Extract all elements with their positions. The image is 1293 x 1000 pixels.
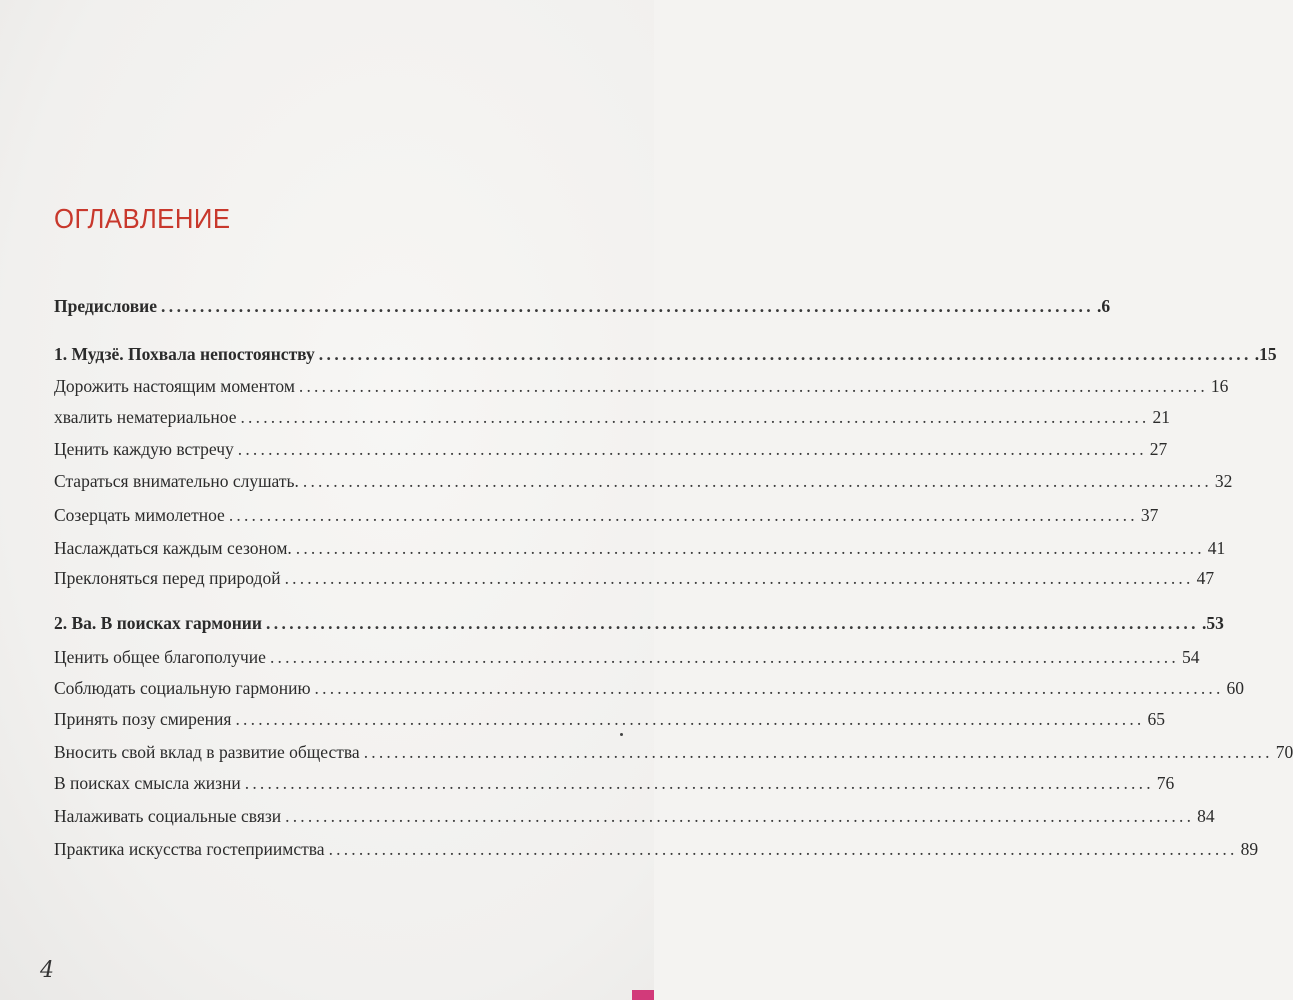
toc-entry-chapter-2[interactable]	[54, 612, 1224, 634]
toc-entry[interactable]	[54, 838, 1259, 860]
toc-entry[interactable]	[54, 375, 1229, 397]
toc-entry-page: 32	[1214, 471, 1233, 491]
page-number: 4	[40, 958, 54, 983]
dot-leader: ........................................................................................................................	[228, 505, 1138, 525]
toc-entry-label: 2. Ва. В поисках гармонии	[54, 613, 262, 633]
toc-entry-page: 37	[1140, 505, 1159, 525]
dot-leader: ........................................................................................................................	[295, 538, 1205, 558]
toc-entry[interactable]	[54, 805, 1215, 827]
toc-entry-chapter-1[interactable]	[54, 343, 1277, 365]
dot-leader: ........................................................................................................................	[298, 376, 1208, 396]
toc-entry-label: В поисках смысла жизни	[54, 773, 241, 793]
toc-entry[interactable]	[54, 567, 1215, 589]
dot-leader: ........................................................................................................................	[302, 471, 1212, 491]
toc-entry[interactable]	[54, 772, 1175, 794]
toc-entry-page: 70	[1275, 742, 1293, 762]
toc-entry-page: 60	[1226, 678, 1245, 698]
toc-entry-label: Принять позу смирения	[54, 709, 232, 729]
toc-entry[interactable]	[54, 708, 1165, 730]
toc-entry-page: .6	[1097, 296, 1111, 316]
dot-leader: ........................................................................................................................	[284, 568, 1194, 588]
toc-entry[interactable]	[54, 646, 1200, 668]
toc-entry-label: Дорожить настоящим моментом	[54, 376, 295, 396]
ink-speck	[620, 733, 623, 736]
toc-entry-page: 47	[1196, 568, 1215, 588]
toc-entry-page: 21	[1152, 407, 1170, 427]
toc-entry-page: 54	[1181, 647, 1200, 667]
toc-entry[interactable]	[54, 677, 1245, 699]
toc-entry-page: .53	[1201, 613, 1224, 633]
toc-entry-page: 65	[1147, 709, 1165, 729]
dot-leader: ........................................................................................................................	[314, 678, 1224, 698]
toc-entry[interactable]	[54, 438, 1168, 460]
toc-entry[interactable]	[54, 741, 1293, 763]
dot-leader: ........................................................................................................................	[265, 613, 1199, 633]
toc-entry-label: Ценить каждую встречу	[54, 439, 234, 459]
dot-leader: ........................................................................................................................	[363, 742, 1273, 762]
toc-title: ОГЛАВЛЕНИЕ	[54, 203, 231, 234]
toc-entry-label: Преклоняться перед природой	[54, 568, 281, 588]
toc-entry-label: Ценить общее благополучие	[54, 647, 266, 667]
toc-entry[interactable]	[54, 504, 1159, 526]
toc-entry-label: Предисловие	[54, 296, 158, 316]
toc-entry-label: Стараться внимательно слушать.	[54, 471, 299, 491]
toc-entry[interactable]	[54, 470, 1233, 492]
dot-leader: ........................................................................................................................	[285, 806, 1195, 826]
toc-entry-label: Вносить свой вклад в развитие общества	[54, 742, 360, 762]
toc-entry-label: Практика искусства гостеприимства	[54, 839, 325, 859]
toc-entry[interactable]	[54, 537, 1226, 559]
dot-leader: ........................................................................................................................	[235, 709, 1145, 729]
toc-entry-page: 16	[1210, 376, 1229, 396]
dot-leader: ........................................................................................................................	[328, 839, 1238, 859]
dot-leader: ........................................................................................................................	[269, 647, 1179, 667]
dot-leader: ........................................................................................................................	[244, 773, 1154, 793]
toc-entry-label: Наслаждаться каждым сезоном.	[54, 538, 292, 558]
toc-entry-label: Налаживать социальные связи	[54, 806, 282, 826]
toc-entry-page: 89	[1240, 839, 1259, 859]
toc-entry-page: 84	[1197, 806, 1215, 826]
toc-entry-page: .15	[1254, 344, 1277, 364]
toc-entry[interactable]	[54, 406, 1170, 428]
dot-leader: ........................................................................................................................	[318, 344, 1252, 364]
edge-marker	[632, 990, 654, 1000]
toc-entry-preface[interactable]	[54, 295, 1111, 317]
toc-entry-page: 27	[1149, 439, 1168, 459]
dot-leader: ........................................................................................................................	[240, 407, 1150, 427]
dot-leader: ........................................................................................................................	[237, 439, 1147, 459]
toc-entry-label: хвалить нематериальное	[54, 407, 237, 427]
toc-entry-page: 41	[1207, 538, 1226, 558]
toc-entry-label: Созерцать мимолетное	[54, 505, 225, 525]
dot-leader: ........................................................................................................................	[161, 296, 1095, 316]
toc-entry-label: Соблюдать социальную гармонию	[54, 678, 311, 698]
toc-entry-label: 1. Мудзё. Похвала непостоянству	[54, 344, 315, 364]
toc-entry-page: 76	[1156, 773, 1175, 793]
